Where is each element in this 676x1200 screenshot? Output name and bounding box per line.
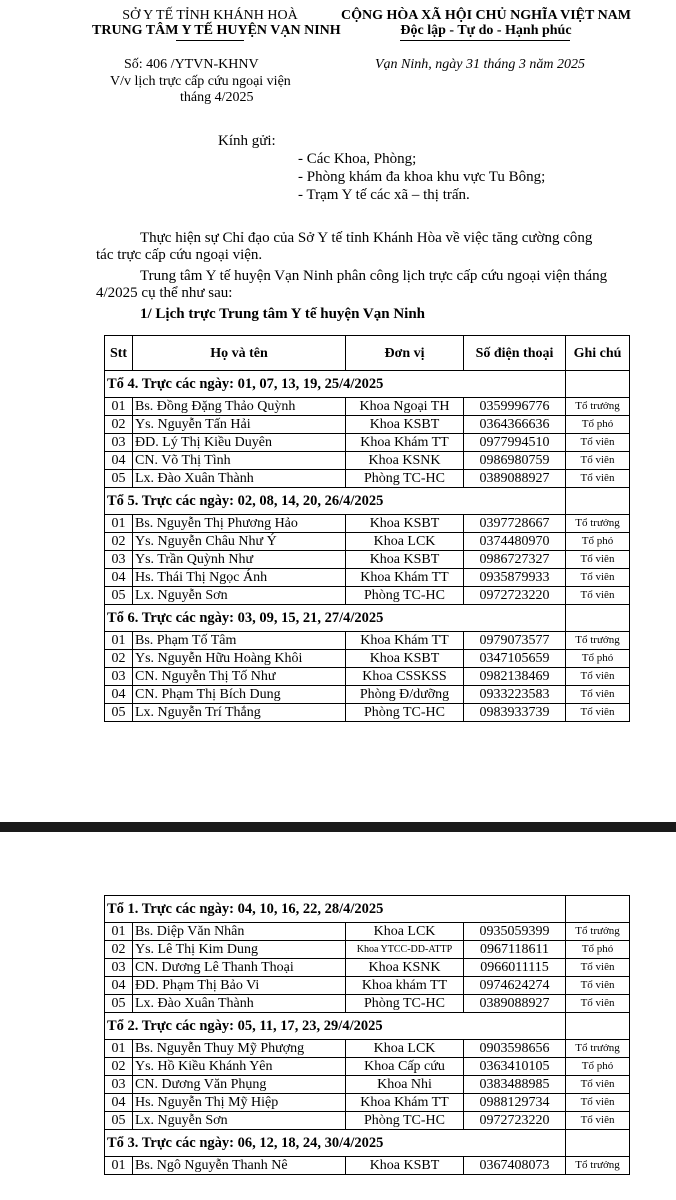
table-row bbox=[105, 416, 630, 434]
greeting: Kính gửi: bbox=[218, 133, 276, 149]
duty-roster-body-continued bbox=[105, 896, 630, 1175]
row-name: Ys. Nguyễn Tấn Hải bbox=[133, 416, 346, 434]
row-stt: 02 bbox=[105, 650, 133, 668]
row-stt: 01 bbox=[105, 632, 133, 650]
paragraph-2-line-2: 4/2025 cụ thể như sau: bbox=[96, 285, 233, 301]
row-stt: 04 bbox=[105, 977, 133, 995]
table-row bbox=[105, 533, 630, 551]
row-note: Tổ viên bbox=[566, 686, 630, 704]
table-row bbox=[105, 959, 630, 977]
row-phone: 0988129734 bbox=[464, 1094, 566, 1112]
row-phone: 0363410105 bbox=[464, 1058, 566, 1076]
row-phone: 0347105659 bbox=[464, 650, 566, 668]
row-stt: 03 bbox=[105, 434, 133, 452]
row-phone: 0972723220 bbox=[464, 1112, 566, 1130]
row-note: Tổ trưởng bbox=[566, 1157, 630, 1175]
duty-roster-table-continued bbox=[104, 895, 630, 1175]
paragraph-1-line-1: Thực hiện sự Chỉ đạo của Sở Y tế tỉnh Khánh Hòa về việc tăng cường công bbox=[140, 230, 593, 246]
row-unit: Phòng TC-HC bbox=[346, 470, 464, 488]
row-name: Ys. Trần Quỳnh Như bbox=[133, 551, 346, 569]
table-row bbox=[105, 1040, 630, 1058]
row-phone: 0389088927 bbox=[464, 995, 566, 1013]
recipient-3: - Trạm Y tế các xã – thị trấn. bbox=[298, 187, 470, 203]
row-note: Tổ viên bbox=[566, 1094, 630, 1112]
row-unit: Khoa KSBT bbox=[346, 515, 464, 533]
group-title: Tổ 2. Trực các ngày: 05, 11, 17, 23, 29/4/2025 bbox=[105, 1013, 566, 1040]
row-note: Tổ phó bbox=[566, 941, 630, 959]
row-name: CN. Phạm Thị Bích Dung bbox=[133, 686, 346, 704]
row-phone: 0397728667 bbox=[464, 515, 566, 533]
row-phone: 0383488985 bbox=[464, 1076, 566, 1094]
row-phone: 0935879933 bbox=[464, 569, 566, 587]
row-note: Tổ phó bbox=[566, 416, 630, 434]
row-unit: Khoa Khám TT bbox=[346, 569, 464, 587]
paragraph-1-line-2: tác trực cấp cứu ngoại viện. bbox=[96, 247, 263, 263]
header-note: Ghi chú bbox=[566, 336, 630, 371]
row-phone: 0359996776 bbox=[464, 398, 566, 416]
row-phone: 0972723220 bbox=[464, 587, 566, 605]
row-note: Tổ trưởng bbox=[566, 515, 630, 533]
row-stt: 05 bbox=[105, 995, 133, 1013]
row-note: Tổ trưởng bbox=[566, 1040, 630, 1058]
document-number: Số: 406 /YTVN-KHNV bbox=[124, 57, 259, 72]
table-row bbox=[105, 1058, 630, 1076]
row-unit: Khoa Khám TT bbox=[346, 434, 464, 452]
row-stt: 04 bbox=[105, 1094, 133, 1112]
table-row bbox=[105, 923, 630, 941]
row-name: Ys. Lê Thị Kim Dung bbox=[133, 941, 346, 959]
row-note: Tổ trưởng bbox=[566, 923, 630, 941]
table-row bbox=[105, 470, 630, 488]
row-name: Lx. Nguyễn Trí Thắng bbox=[133, 704, 346, 722]
row-note: Tổ phó bbox=[566, 533, 630, 551]
row-name: Bs. Phạm Tố Tâm bbox=[133, 632, 346, 650]
row-note: Tổ viên bbox=[566, 995, 630, 1013]
row-unit: Khoa Khám TT bbox=[346, 1094, 464, 1112]
table-row bbox=[105, 1094, 630, 1112]
row-name: CN. Dương Văn Phụng bbox=[133, 1076, 346, 1094]
row-unit: Khoa KSBT bbox=[346, 416, 464, 434]
row-name: Bs. Diệp Văn Nhân bbox=[133, 923, 346, 941]
row-phone: 0979073577 bbox=[464, 632, 566, 650]
row-name: Lx. Nguyễn Sơn bbox=[133, 1112, 346, 1130]
row-note: Tổ viên bbox=[566, 959, 630, 977]
row-note: Tổ viên bbox=[566, 1112, 630, 1130]
table-row bbox=[105, 941, 630, 959]
row-stt: 01 bbox=[105, 398, 133, 416]
row-stt: 03 bbox=[105, 668, 133, 686]
table-row bbox=[105, 1157, 630, 1175]
group-title: Tổ 1. Trực các ngày: 04, 10, 16, 22, 28/4/2025 bbox=[105, 896, 566, 923]
row-note: Tổ viên bbox=[566, 551, 630, 569]
row-name: CN. Võ Thị Tình bbox=[133, 452, 346, 470]
row-stt: 05 bbox=[105, 587, 133, 605]
table-row bbox=[105, 434, 630, 452]
row-unit: Khoa LCK bbox=[346, 1040, 464, 1058]
group-title-note-cell bbox=[566, 488, 630, 515]
place-date: Vạn Ninh, ngày 31 tháng 3 năm 2025 bbox=[375, 57, 585, 72]
row-name: Ys. Nguyễn Hữu Hoàng Khôi bbox=[133, 650, 346, 668]
row-name: Bs. Nguyễn Thị Phương Hảo bbox=[133, 515, 346, 533]
header-unit: Đơn vị bbox=[346, 336, 464, 371]
row-unit: Khoa CSSKSS bbox=[346, 668, 464, 686]
group-title-row bbox=[105, 605, 630, 632]
row-name: CN. Dương Lê Thanh Thoại bbox=[133, 959, 346, 977]
row-unit: Phòng TC-HC bbox=[346, 704, 464, 722]
group-title-row bbox=[105, 1013, 630, 1040]
row-unit: Phòng Đ/dưỡng bbox=[346, 686, 464, 704]
row-phone: 0974624274 bbox=[464, 977, 566, 995]
row-unit: Khoa Khám TT bbox=[346, 632, 464, 650]
row-unit: Khoa KSBT bbox=[346, 1157, 464, 1175]
row-unit: Khoa LCK bbox=[346, 533, 464, 551]
table-row bbox=[105, 569, 630, 587]
section-title: 1/ Lịch trực Trung tâm Y tế huyện Vạn Ninh bbox=[140, 306, 425, 322]
paragraph-2-line-1: Trung tâm Y tế huyện Vạn Ninh phân công lịch trực cấp cứu ngoại viện tháng bbox=[140, 268, 608, 284]
table-row bbox=[105, 704, 630, 722]
table-row bbox=[105, 686, 630, 704]
row-name: Ys. Hồ Kiều Khánh Yên bbox=[133, 1058, 346, 1076]
row-stt: 03 bbox=[105, 551, 133, 569]
row-stt: 03 bbox=[105, 959, 133, 977]
row-note: Tổ viên bbox=[566, 704, 630, 722]
row-phone: 0367408073 bbox=[464, 1157, 566, 1175]
row-phone: 0966011115 bbox=[464, 959, 566, 977]
row-stt: 04 bbox=[105, 452, 133, 470]
table-row bbox=[105, 452, 630, 470]
row-name: Bs. Đồng Đặng Thảo Quỳnh bbox=[133, 398, 346, 416]
row-name: Bs. Ngô Nguyễn Thanh Nê bbox=[133, 1157, 346, 1175]
row-unit: Khoa KSBT bbox=[346, 650, 464, 668]
row-note: Tổ viên bbox=[566, 587, 630, 605]
header-underline-right bbox=[400, 40, 570, 41]
row-note: Tổ phó bbox=[566, 650, 630, 668]
row-note: Tổ viên bbox=[566, 977, 630, 995]
agency-name: SỞ Y TẾ TỈNH KHÁNH HOÀ bbox=[122, 8, 298, 23]
row-name: Bs. Nguyễn Thuy Mỹ Phượng bbox=[133, 1040, 346, 1058]
recipient-1: - Các Khoa, Phòng; bbox=[298, 151, 417, 167]
group-title-row bbox=[105, 1130, 630, 1157]
group-title: Tổ 4. Trực các ngày: 01, 07, 13, 19, 25/4/2025 bbox=[105, 371, 566, 398]
row-phone: 0933223583 bbox=[464, 686, 566, 704]
row-note: Tổ viên bbox=[566, 1076, 630, 1094]
row-stt: 02 bbox=[105, 533, 133, 551]
row-note: Tổ viên bbox=[566, 668, 630, 686]
table-row bbox=[105, 632, 630, 650]
row-phone: 0986980759 bbox=[464, 452, 566, 470]
row-note: Tổ trưởng bbox=[566, 398, 630, 416]
header-stt: Stt bbox=[105, 336, 133, 371]
row-name: Ys. Nguyễn Châu Như Ý bbox=[133, 533, 346, 551]
row-phone: 0986727327 bbox=[464, 551, 566, 569]
row-phone: 0977994510 bbox=[464, 434, 566, 452]
row-stt: 04 bbox=[105, 686, 133, 704]
duty-roster-body bbox=[105, 336, 630, 722]
row-note: Tổ viên bbox=[566, 434, 630, 452]
row-name: Hs. Nguyễn Thị Mỹ Hiệp bbox=[133, 1094, 346, 1112]
row-stt: 01 bbox=[105, 923, 133, 941]
group-title-row bbox=[105, 896, 630, 923]
page-separator bbox=[0, 822, 676, 832]
row-stt: 02 bbox=[105, 941, 133, 959]
group-title-note-cell bbox=[566, 1130, 630, 1157]
table-row bbox=[105, 1112, 630, 1130]
row-stt: 01 bbox=[105, 1157, 133, 1175]
row-name: Hs. Thái Thị Ngọc Ánh bbox=[133, 569, 346, 587]
row-name: Lx. Đào Xuân Thành bbox=[133, 470, 346, 488]
group-title-note-cell bbox=[566, 896, 630, 923]
row-name: ĐD. Phạm Thị Bảo Vi bbox=[133, 977, 346, 995]
row-phone: 0364366636 bbox=[464, 416, 566, 434]
table-row bbox=[105, 398, 630, 416]
group-title-note-cell bbox=[566, 605, 630, 632]
row-unit: Khoa Ngoại TH bbox=[346, 398, 464, 416]
row-unit: Khoa KSNK bbox=[346, 452, 464, 470]
row-phone: 0983933739 bbox=[464, 704, 566, 722]
row-name: ĐD. Lý Thị Kiều Duyên bbox=[133, 434, 346, 452]
row-stt: 01 bbox=[105, 1040, 133, 1058]
row-stt: 03 bbox=[105, 1076, 133, 1094]
row-stt: 05 bbox=[105, 704, 133, 722]
row-note: Tổ viên bbox=[566, 470, 630, 488]
national-motto: Độc lập - Tự do - Hạnh phúc bbox=[400, 23, 572, 38]
table-row bbox=[105, 551, 630, 569]
row-unit: Khoa Nhi bbox=[346, 1076, 464, 1094]
row-stt: 04 bbox=[105, 569, 133, 587]
row-unit: Khoa Cấp cứu bbox=[346, 1058, 464, 1076]
table-row bbox=[105, 977, 630, 995]
row-unit: Khoa KSBT bbox=[346, 551, 464, 569]
group-title-note-cell bbox=[566, 1013, 630, 1040]
duty-roster-table bbox=[104, 335, 630, 722]
row-stt: 05 bbox=[105, 470, 133, 488]
table-row bbox=[105, 995, 630, 1013]
row-unit: Khoa KSNK bbox=[346, 959, 464, 977]
row-note: Tổ viên bbox=[566, 452, 630, 470]
recipient-2: - Phòng khám đa khoa khu vực Tu Bông; bbox=[298, 169, 546, 185]
row-unit: Phòng TC-HC bbox=[346, 995, 464, 1013]
header-underline-left bbox=[176, 40, 244, 41]
national-title: CỘNG HÒA XÃ HỘI CHỦ NGHĨA VIỆT NAM bbox=[340, 8, 631, 23]
row-name: Lx. Nguyễn Sơn bbox=[133, 587, 346, 605]
row-unit: Khoa LCK bbox=[346, 923, 464, 941]
row-note: Tổ viên bbox=[566, 569, 630, 587]
row-phone: 0935059399 bbox=[464, 923, 566, 941]
row-name: Lx. Đào Xuân Thành bbox=[133, 995, 346, 1013]
table-header-row bbox=[105, 336, 630, 371]
group-title-row bbox=[105, 488, 630, 515]
row-stt: 01 bbox=[105, 515, 133, 533]
subject-line-1: V/v lịch trực cấp cứu ngoại viện bbox=[110, 74, 291, 89]
row-phone: 0374480970 bbox=[464, 533, 566, 551]
group-title-row bbox=[105, 371, 630, 398]
row-unit: Khoa YTCC-DD-ATTP bbox=[346, 941, 464, 959]
table-row bbox=[105, 587, 630, 605]
row-note: Tổ phó bbox=[566, 1058, 630, 1076]
group-title: Tổ 6. Trực các ngày: 03, 09, 15, 21, 27/4/2025 bbox=[105, 605, 566, 632]
group-title: Tổ 5. Trực các ngày: 02, 08, 14, 20, 26/4/2025 bbox=[105, 488, 566, 515]
center-name: TRUNG TÂM Y TẾ HUYỆN VẠN NINH bbox=[92, 23, 341, 38]
row-phone: 0903598656 bbox=[464, 1040, 566, 1058]
table-row bbox=[105, 650, 630, 668]
table-row bbox=[105, 1076, 630, 1094]
group-title-note-cell bbox=[566, 371, 630, 398]
row-stt: 05 bbox=[105, 1112, 133, 1130]
subject-line-2: tháng 4/2025 bbox=[180, 90, 254, 105]
row-note: Tổ trưởng bbox=[566, 632, 630, 650]
row-phone: 0967118611 bbox=[464, 941, 566, 959]
row-phone: 0982138469 bbox=[464, 668, 566, 686]
row-stt: 02 bbox=[105, 416, 133, 434]
row-unit: Phòng TC-HC bbox=[346, 1112, 464, 1130]
row-phone: 0389088927 bbox=[464, 470, 566, 488]
header-phone: Số điện thoại bbox=[464, 336, 566, 371]
row-unit: Phòng TC-HC bbox=[346, 587, 464, 605]
group-title: Tổ 3. Trực các ngày: 06, 12, 18, 24, 30/4/2025 bbox=[105, 1130, 566, 1157]
header-name: Họ và tên bbox=[133, 336, 346, 371]
table-row bbox=[105, 515, 630, 533]
row-name: CN. Nguyễn Thị Tố Như bbox=[133, 668, 346, 686]
row-stt: 02 bbox=[105, 1058, 133, 1076]
document-page-2 bbox=[0, 832, 676, 1200]
row-unit: Khoa khám TT bbox=[346, 977, 464, 995]
table-row bbox=[105, 668, 630, 686]
